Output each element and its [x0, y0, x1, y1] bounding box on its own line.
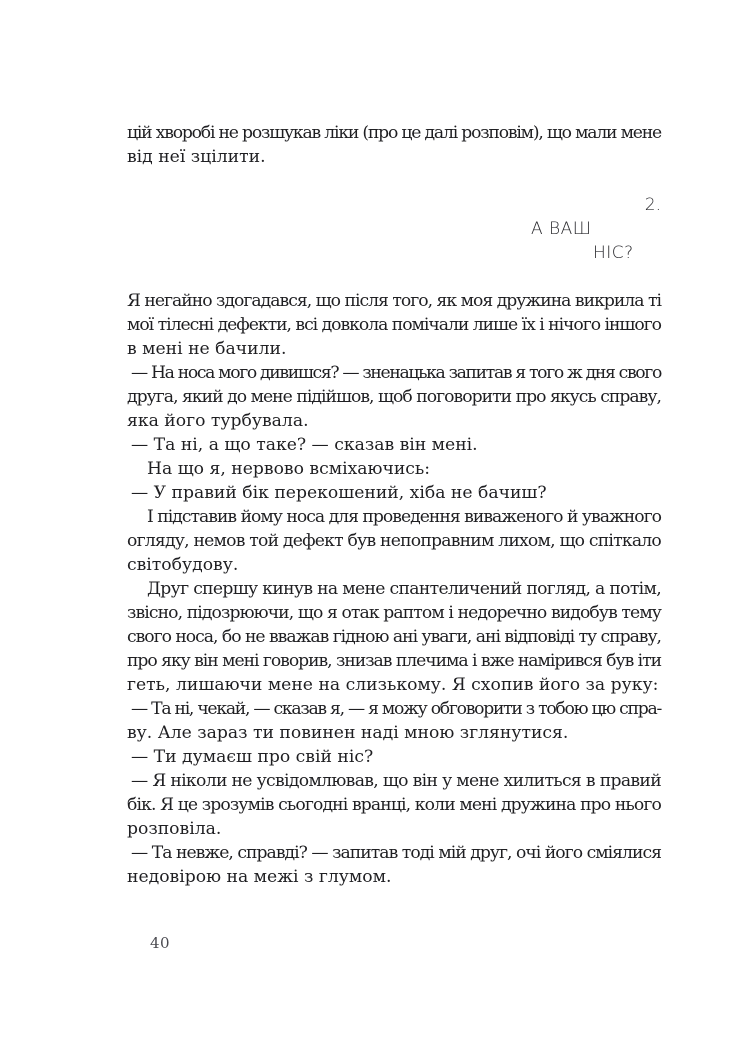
text-line: — Та ні, чекай, — сказав я, — я можу обговорити з тобою цю спра- — [131, 699, 661, 719]
text-line: недовірою на межі з глумом. — [127, 867, 392, 887]
text-line: І підставив йому носа для проведення виваженого й уважного — [147, 507, 661, 527]
text-line: Друг спершу кинув на мене спантеличений погляд, а потім, — [147, 579, 661, 599]
text-line: — Я ніколи не усвідомлював, що він у мене хилиться в правий — [131, 771, 661, 791]
dialogue-paragraph — [127, 697, 661, 745]
dialogue-paragraph — [127, 769, 661, 841]
dialogue-paragraph — [127, 745, 661, 769]
text-line: огляду, немов той дефект був непоправним лихом, що спіткало — [127, 531, 661, 551]
text-line: яка його турбувала. — [127, 411, 309, 431]
text-line: від неї зцілити. — [127, 147, 266, 167]
text-line: бік. Я це зрозумів сьогодні вранці, коли мені дружина про нього — [127, 795, 661, 815]
body-paragraph — [127, 457, 661, 481]
text-line: світобудову. — [127, 555, 239, 575]
text-line: розповіла. — [127, 819, 222, 839]
top-paragraph — [127, 121, 661, 169]
text-line: друга, який до мене підійшов, щоб поговорити про якусь справу, — [127, 387, 661, 407]
text-line: про яку він мені говорив, знизав плечима і вже намірився був іти — [127, 651, 661, 671]
text-line: — Ти думаєш про свій ніс? — [131, 747, 374, 767]
text-line: мої тілесні дефекти, всі довкола помічали лише їх і нічого іншого — [127, 315, 661, 335]
text-line: цій хворобі не розшукав ліки (про це далі розповім), що мали мене — [127, 123, 661, 143]
page-number: 40 — [150, 934, 171, 952]
body-paragraph — [127, 289, 661, 361]
dialogue-paragraph — [127, 481, 661, 505]
text-line: — Та невже, справді? — запитав тоді мій друг, очі його сміялися — [131, 843, 661, 863]
body-paragraph — [127, 505, 661, 577]
text-line: свого носа, бо не вважав гідною ані уваги, ані відповіді ту справу, — [127, 627, 662, 647]
text-line: в мені не бачили. — [127, 339, 287, 359]
text-line: звісно, підозрюючи, що я отак раптом і недоречно видобув тему — [127, 603, 662, 623]
text-line: — На носа мого дивишся? — зненацька запитав я того ж дня свого — [131, 363, 661, 383]
dialogue-paragraph — [127, 361, 661, 433]
text-line: Я негайно здогадався, що після того, як моя дружина викрила ті — [127, 291, 661, 311]
dialogue-paragraph — [127, 433, 661, 457]
text-line: — У правий бік перекошений, хіба не бачиш? — [131, 483, 547, 503]
body-paragraph — [127, 577, 661, 697]
chapter-title-line: НІС? — [593, 243, 634, 263]
text-line: геть, лишаючи мене на слизькому. Я схопив його за руку: — [127, 675, 659, 695]
text-line: — Та ні, а що таке? — сказав він мені. — [131, 435, 478, 455]
dialogue-paragraph — [127, 841, 661, 889]
chapter-title-line: А ВАШ — [531, 219, 592, 239]
chapter-heading — [127, 193, 661, 265]
text-line: На що я, нервово всміхаючись: — [147, 459, 431, 479]
text-line: ву. Але зараз ти повинен наді мною зглянутися. — [127, 723, 569, 743]
chapter-number: 2. — [644, 195, 661, 215]
